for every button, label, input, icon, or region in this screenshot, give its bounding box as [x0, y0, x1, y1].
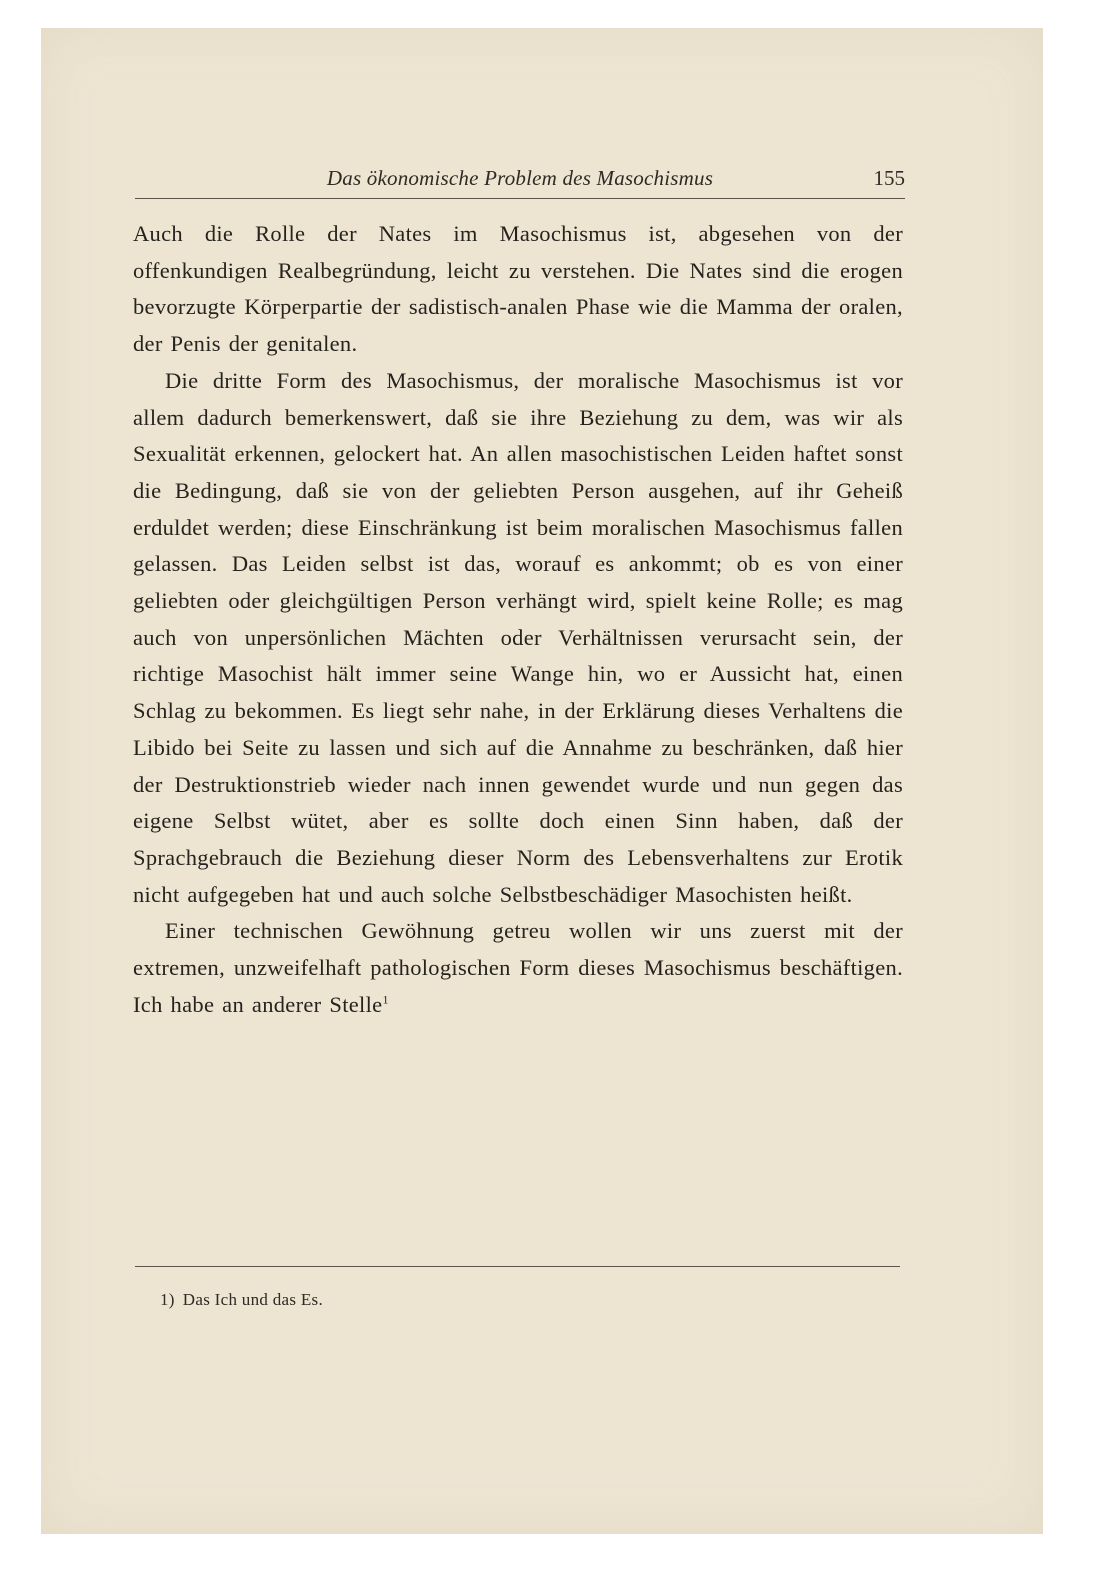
running-head: [135, 166, 905, 196]
footnote-text: Das Ich und das Es.: [182, 1290, 324, 1309]
footnote-reference: 1: [382, 992, 389, 1007]
footnote-rule: [135, 1266, 900, 1267]
header-rule: [135, 198, 905, 199]
page-number: 155: [873, 166, 905, 190]
footnote: [160, 1290, 323, 1310]
paragraph-technical-habit: [133, 913, 903, 1023]
body-text: [133, 216, 903, 1023]
paragraph-moral-masochism: Die dritte Form des Masochismus, der moralische Masochismus ist vor allem dadurch bemerkenswert, daß sie ihre Beziehung zu dem, was wir als Sexualität erkennen, gelockert hat. An allen masochistischen Leiden haftet sonst die Bedingung, daß sie von der geliebten Person ausgehen, auf ihr Geheiß erduldet werden; diese Einschränkung ist beim moralischen Masochismus fallen gelassen. Das Leiden selbst ist das, worauf es ankommt; ob es von einer geliebten oder gleichgültigen Person verhängt wird, spielt keine Rolle; es mag auch von unpersönlichen Mächten oder Verhältnissen verursacht sein, der richtige Masochist hält immer seine Wange hin, wo er Aussicht hat, einen Schlag zu bekommen. Es liegt sehr nahe, in der Erklärung dieses Verhaltens die Libido bei Seite zu lassen und sich auf die Annahme zu beschränken, daß hier der Destruktionstrieb wieder nach innen gewendet wurde und nun gegen das eigene Selbst wütet, aber es sollte doch einen Sinn haben, daß der Sprachgebrauch die Beziehung dieser Norm des Lebensverhaltens zur Erotik nicht aufgegeben hat und auch solche Selbstbeschädiger Masochisten heißt.: [133, 367, 903, 907]
paragraph-text: Einer technischen Gewöhnung getreu wollen wir uns zuerst mit der extremen, unzweifelhaft pathologischen Form dieses Masochismus beschäftigen. Ich habe an anderer Stelle: [133, 918, 903, 1017]
footnote-mark: 1): [160, 1290, 175, 1309]
running-title: Das ökonomische Problem des Masochismus: [326, 166, 714, 190]
paragraph-nates: Auch die Rolle der Nates im Masochismus ist, abgesehen von der offenkundigen Realbegründung, leicht zu verstehen. Die Nates sind die erogen bevorzugte Körperpartie der sadistisch-analen Phase wie die Mamma der oralen, der Penis der genitalen.: [133, 221, 903, 357]
